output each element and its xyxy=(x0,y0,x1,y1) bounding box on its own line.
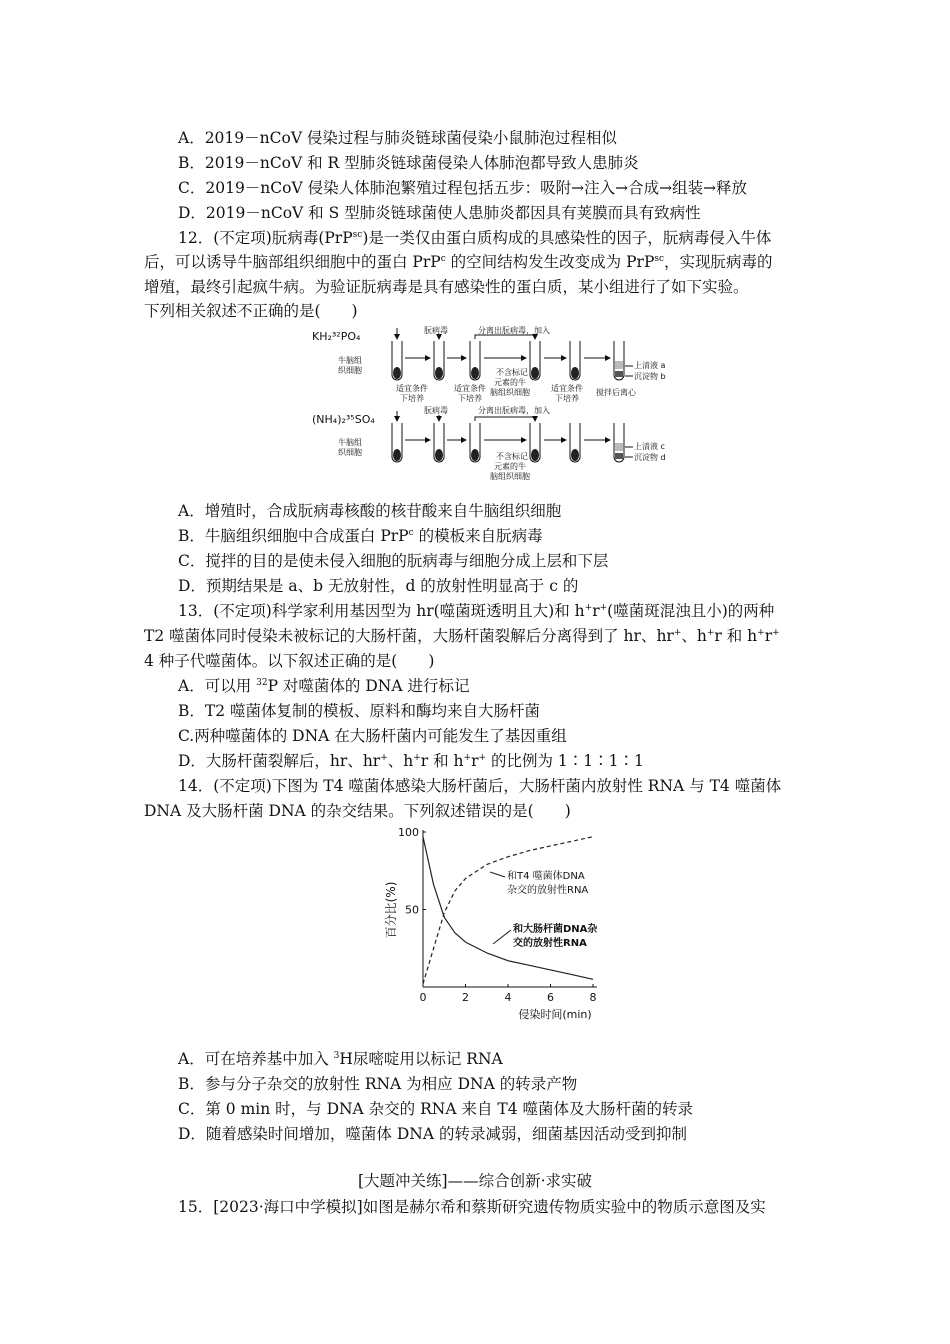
q12-stem-line3: 增殖，最终引起疯牛病。为验证朊病毒是具有感染性的蛋白质，某小组进行了如下实验。 xyxy=(144,278,749,296)
cell-label-2a: 牛脑组 xyxy=(338,438,362,447)
kh2po4-label: KH₂³²PO₄ xyxy=(312,330,361,343)
q13-stem-line3: 4 种子代噬菌体。以下叙述正确的是( ) xyxy=(144,652,435,670)
q13-option-c: C.两种噬菌体的 DNA 在大肠杆菌内可能发生了基因重组 xyxy=(178,727,567,745)
q12-option-d: D．预期结果是 a、b 无放射性，d 的放射性明显高于 c 的 xyxy=(178,577,579,595)
cell-label-1a: 牛脑组 xyxy=(338,356,362,365)
series2-leader-line xyxy=(493,930,511,944)
cell-label-1b: 织细胞 xyxy=(338,366,362,375)
series-ecoli-dna-line xyxy=(423,837,593,980)
prion-label-top: 朊病毒 xyxy=(424,326,448,335)
x-tick-label: 8 xyxy=(589,991,597,1004)
q12-option-a: A．增殖时，合成朊病毒核酸的核苷酸来自牛脑组织细胞 xyxy=(178,502,562,520)
suitable-label-2b: 下培养 xyxy=(458,394,482,403)
x-axis-label: 侵染时间(min) xyxy=(518,1008,592,1021)
x-tick-label: 2 xyxy=(462,991,469,1004)
suitable-label-1b: 下培养 xyxy=(400,394,424,403)
q11-option-a: A．2019－nCoV 侵染过程与肺炎链球菌侵染小鼠肺泡过程相似 xyxy=(178,129,617,147)
q11-option-d: D．2019－nCoV 和 S 型肺炎链球菌使人患肺炎都因具有荚膜而具有致病性 xyxy=(178,204,701,222)
y-tick-label: 100 xyxy=(398,826,419,839)
stir-label: 搅拌后离心 xyxy=(596,388,636,397)
series2-label-line2: 交的放射性RNA xyxy=(513,938,587,949)
q14-stem-line1: 14．(不定项)下图为 T4 噬菌体感染大肠杆菌后，大肠杆菌内放射性 RNA 与 T4 噬菌体 xyxy=(178,777,782,795)
cell-label-2b: 织细胞 xyxy=(338,448,362,457)
prion-label-bottom: 朊病毒 xyxy=(424,406,448,415)
suitable-label-1a: 适宜条件 xyxy=(396,384,428,393)
q14-option-b: B．参与分子杂交的放射性 RNA 为相应 DNA 的转录产物 xyxy=(178,1075,578,1093)
suitable-label-2a: 适宜条件 xyxy=(454,384,486,393)
q11-option-c: C．2019－nCoV 侵染人体肺泡繁殖过程包括五步：吸附→注入→合成→组装→释放 xyxy=(178,179,748,197)
x-tick-label: 4 xyxy=(504,991,512,1004)
nh4so4-label: (NH₄)₂³⁵SO₄ xyxy=(312,413,375,426)
series2-label-line1: 和大肠杆菌DNA杂 xyxy=(513,924,598,935)
y-axis-label: 百分比(%) xyxy=(384,881,398,939)
q15-stem-line1: 15．[2023·海口中学模拟]如图是赫尔希和蔡斯研究遗传物质实验中的物质示意图及实 xyxy=(178,1198,766,1216)
q13-option-d: D．大肠杆菌裂解后，hr、hr+、h+r 和 h+r+ 的比例为 1∶1∶1∶1 xyxy=(178,752,644,770)
unlabeled-label-2b: 元素的牛 xyxy=(494,462,526,471)
q12-stem-line2: 后，可以诱导牛脑部组织细胞中的蛋白 PrP$^c$ 的空间结构发生改变成为 PrP$^{sc}$，实现朊病毒的 xyxy=(144,253,773,271)
series1-label-line1: 和T4 噬菌体DNA xyxy=(507,871,585,882)
separate-label-bottom: 分离出朊病毒，加入 xyxy=(478,406,550,415)
section-heading: [大题冲关练]——综合创新·求实破 xyxy=(357,1172,593,1190)
unlabeled-label-1b: 元素的牛 xyxy=(494,378,526,387)
q13-stem-line2: T2 噬菌体同时侵染未被标记的大肠杆菌，大肠杆菌裂解后分离得到了 hr、hr+、h+r 和 h+r+ xyxy=(144,627,780,645)
q14-option-c: C．第 0 min 时，与 DNA 杂交的 RNA 来自 T4 噬菌体及大肠杆菌的转录 xyxy=(178,1100,694,1118)
q12-stem-line1: 12．(不定项)朊病毒(PrP$^{sc}$)是一类仅由蛋白质构成的具感染性的因子，朊病毒侵入牛体 xyxy=(178,229,772,247)
series1-label-line2: 杂交的放射性RNA xyxy=(507,885,589,896)
rna-hybridization-chart xyxy=(375,822,635,1032)
sediment-b-label: 沉淀物 b xyxy=(634,372,666,381)
series1-leader-line xyxy=(490,872,505,877)
prion-experiment-diagram xyxy=(308,323,688,491)
separate-label-top: 分离出朊病毒，加入 xyxy=(478,326,550,335)
q13-option-b: B．T2 噬菌体复制的模板、原料和酶均来自大肠杆菌 xyxy=(178,702,541,720)
sediment-d-label: 沉淀物 d xyxy=(634,453,666,462)
x-tick-label: 6 xyxy=(547,991,554,1004)
suitable-label-3b: 下培养 xyxy=(555,394,579,403)
q14-option-a: A．可在培养基中加入 $^3$H尿嘧啶用以标记 RNA xyxy=(178,1050,503,1068)
series-t4-dna-line xyxy=(423,837,593,984)
unlabeled-label-2c: 脑组织细胞 xyxy=(490,472,530,481)
q13-option-a: A．可以用 $^{32}$P 对噬菌体的 DNA 进行标记 xyxy=(178,677,470,695)
y-tick-label: 50 xyxy=(405,903,419,917)
unlabeled-label-1c: 脑组织细胞 xyxy=(490,388,530,397)
unlabeled-label-2a: 不含标记 xyxy=(496,452,528,461)
q14-stem-line2: DNA 及大肠杆菌 DNA 的杂交结果。下列叙述错误的是( ) xyxy=(144,802,571,820)
supernatant-c-label: 上清液 c xyxy=(634,442,665,451)
supernatant-a-label: 上清液 a xyxy=(634,361,666,370)
q11-option-b: B．2019－nCoV 和 R 型肺炎链球菌侵染人体肺泡都导致人患肺炎 xyxy=(178,154,639,172)
q12-option-c: C．搅拌的目的是使未侵入细胞的朊病毒与细胞分成上层和下层 xyxy=(178,552,609,570)
q12-stem-line4: 下列相关叙述不正确的是( ) xyxy=(144,302,358,320)
x-tick-label: 0 xyxy=(419,991,427,1004)
unlabeled-label-1a: 不含标记 xyxy=(496,368,528,377)
q12-option-b: B．牛脑组织细胞中合成蛋白 PrP$^c$ 的模板来自朊病毒 xyxy=(178,527,543,545)
q13-stem-line1: 13．(不定项)科学家利用基因型为 hr(噬菌斑透明且大)和 h+r+(噬菌斑混浊且小)的两种 xyxy=(178,602,775,620)
suitable-label-3a: 适宜条件 xyxy=(551,384,583,393)
q14-option-d: D．随着感染时间增加，噬菌体 DNA 的转录减弱，细菌基因活动受到抑制 xyxy=(178,1125,687,1143)
